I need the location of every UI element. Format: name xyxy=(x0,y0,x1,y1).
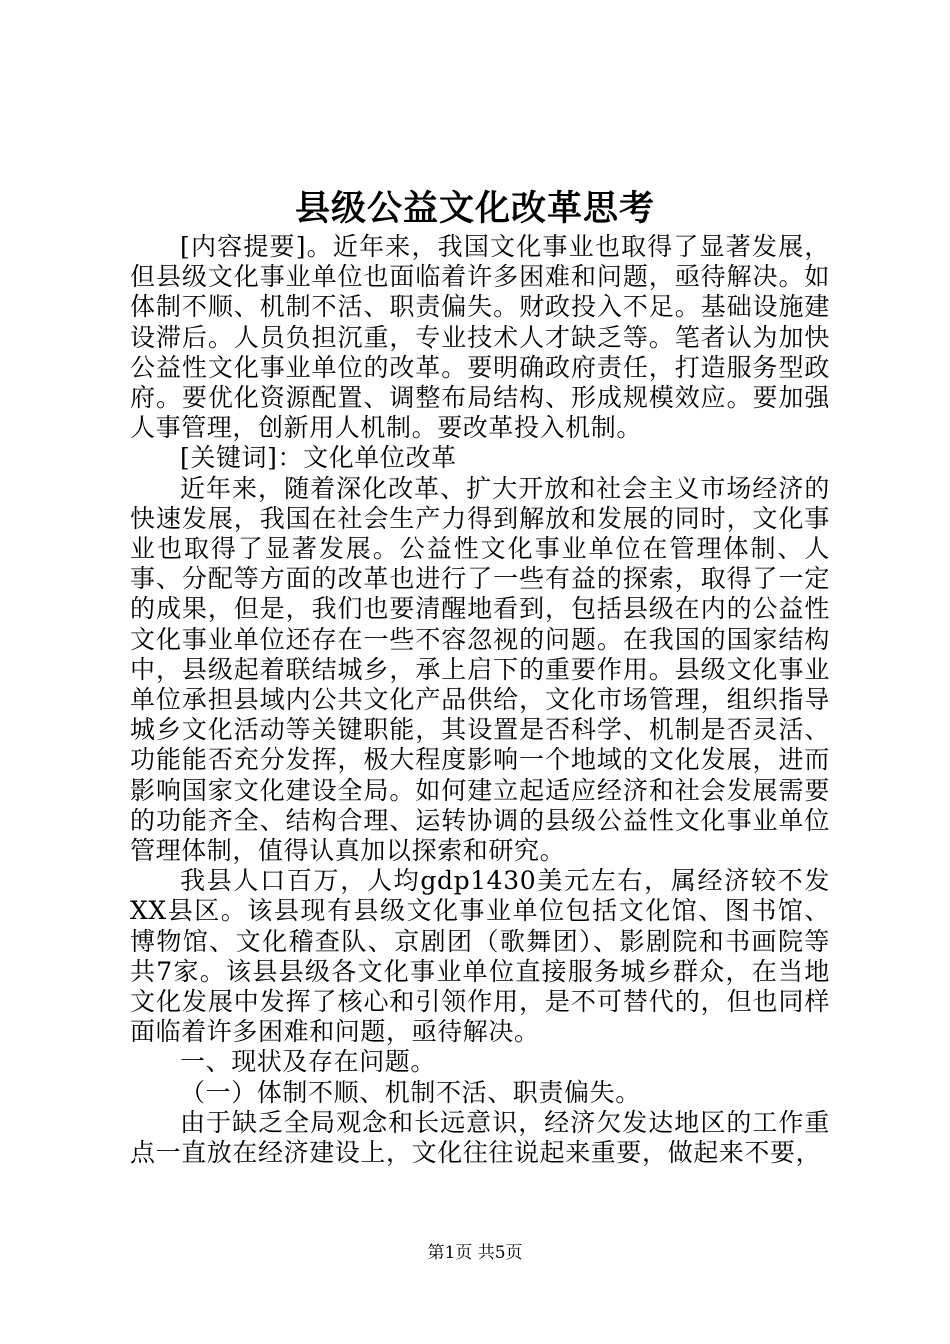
document-title: 县级公益文化改革思考 xyxy=(294,188,655,229)
abstract-paragraph: [内容提要]。近年来，我国文化事业也取得了显著发展，但县级文化事业单位也面临着许多困难和问题，亟待解决。如体制不顺、机制不活、职责偏失。财政投入不足。基础设施建设滞后。人员负担沉重，专业技术人才缺乏等。笔者认为加快公益性文化事业单位的改革。要明确政府责任，打造服务型政府。要优化资源配置、调整布局结构、形成规模效应。要加强人事管理，创新用人机制。要改革投入机制。 xyxy=(130,232,830,443)
keywords-paragraph: [关键词]：文化单位改革 xyxy=(180,443,457,473)
body-paragraph: 我县人口百万，人均gdp1430美元左右，属经济较不发XX县区。该县现有县级文化事业单位包括文化馆、图书馆、博物馆、文化稽查队、京剧团（歌舞团）、影剧院和书画院等共7家。该县县级各文化事业单位直接服务城乡群众，在当地文化发展中发挥了核心和引领作用，是不可替代的，但也同样面临着许多困难和问题，亟待解决。 xyxy=(130,866,830,1047)
page-number-footer: 第1页 共5页 xyxy=(427,1243,523,1263)
document-body xyxy=(130,232,830,1168)
subsection-heading: （一）体制不顺、机制不活、职责偏失。 xyxy=(180,1077,641,1107)
body-paragraph: 由于缺乏全局观念和长远意识，经济欠发达地区的工作重点一直放在经济建设上，文化往往说起来重要，做起来不要， xyxy=(130,1107,830,1168)
body-paragraph: 近年来，随着深化改革、扩大开放和社会主义市场经济的快速发展，我国在社会生产力得到解放和发展的同时，文化事业也取得了显著发展。公益性文化事业单位在管理体制、人事、分配等方面的改革也进行了一些有益的探索，取得了一定的成果，但是，我们也要清醒地看到，包括县级在内的公益性文化事业单位还存在一些不容忽视的问题。在我国的国家结构中，县级起着联结城乡，承上启下的重要作用。县级文化事业单位承担县域内公共文化产品供给，文化市场管理，组织指导城乡文化活动等关键职能，其设置是否科学、机制是否灵活、功能能否充分发挥，极大程度影响一个地域的文化发展，进而影响国家文化建设全局。如何建立起适应经济和社会发展需要的功能齐全、结构合理、运转协调的县级公益性文化事业单位管理体制，值得认真加以探索和研究。 xyxy=(130,473,830,866)
section-heading: 一、现状及存在问题。 xyxy=(180,1047,437,1077)
